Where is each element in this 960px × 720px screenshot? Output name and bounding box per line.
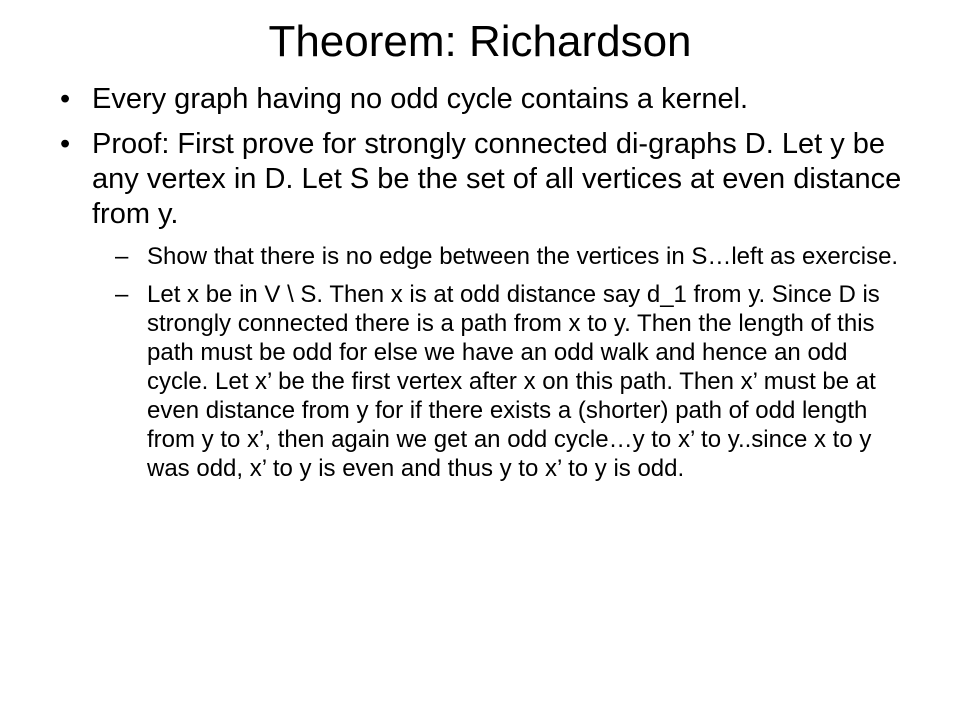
sub-bullet-no-edge: [115, 242, 910, 271]
slide-title: Theorem: Richardson: [268, 17, 692, 66]
bullet-marker: •: [60, 83, 71, 115]
sub-bullet-odd-distance: [115, 280, 910, 483]
sub-bullet-marker: –: [115, 243, 129, 270]
bullet-text: Every graph having no odd cycle contains a kernel.: [92, 83, 749, 115]
bullet-proof: [60, 127, 910, 232]
bullet-theorem-statement: [60, 82, 910, 117]
sub-bullet-marker: –: [115, 281, 129, 308]
sub-bullet-text: Let x be in V \ S. Then x is at odd distance say d_1 from y. Since D is strongly connected there is a path from x to y. Then the length of this path must be odd for else we have an odd walk and hence an odd cycle. Let x’ be the first vertex after x on this path. Then x’ must be at even distance from y for if there exists a (shorter) path of odd length from y to x’, then again we get an odd cycle…y to x’ to y..since x to y was odd, x’ to y is even and thus y to x’ to y is odd.: [147, 281, 880, 482]
slide-content: [60, 82, 910, 492]
sub-bullet-text: Show that there is no edge between the vertices in S…left as exercise.: [147, 243, 899, 270]
bullet-text: Proof: First prove for strongly connected di-graphs D. Let y be any vertex in D. Let S be the set of all vertices at even distance from y.: [92, 128, 902, 230]
bullet-marker: •: [60, 128, 71, 160]
